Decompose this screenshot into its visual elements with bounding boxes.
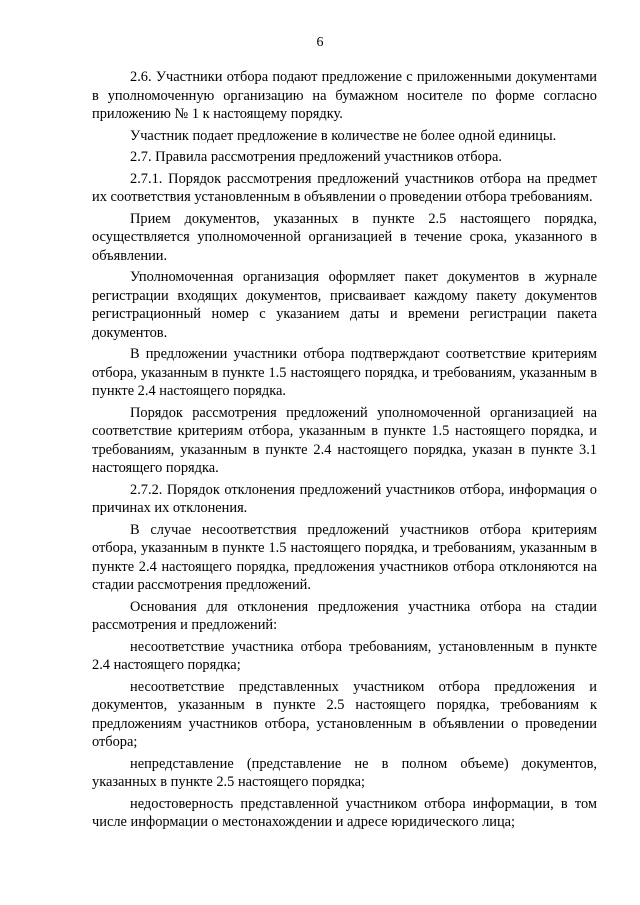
paragraph-registration: Уполномоченная организация оформляет пакет документов в журнале регистрации входящих документов, присваивает каждому пакету документов регистрационный номер с указанием даты и времени регистрации пакета документов. — [92, 269, 597, 341]
paragraph-rejection-case: В случае несоответствия предложений участников отбора критериям отбора, указанным в пункте 1.5 настоящего порядка, и требованиям, указанным в пункте 2.4 настоящего порядка, предложения участников отбора отклоняются на стадии рассмотрения предложений. — [92, 521, 597, 593]
paragraph-2-7-2: 2.7.2. Порядок отклонения предложений участников отбора, информация о причинах их отклонения. — [92, 481, 597, 516]
list-item-ground-4: недостоверность представленной участником отбора информации, в том числе информации о местонахождении и адресе юридического лица; — [92, 795, 597, 830]
paragraph-single-offer: Участник подает предложение в количестве не более одной единицы. — [130, 127, 557, 144]
list-item-ground-3: непредставление (представление не в полном объеме) документов, указанных в пункте 2.5 настоящего порядка; — [92, 755, 597, 790]
paragraph-rejection-grounds: Основания для отклонения предложения участника отбора на стадии рассмотрения и предложений: — [92, 598, 597, 633]
document-body — [92, 68, 597, 835]
paragraph-2-6: 2.6. Участники отбора подают предложение с приложенными документами в уполномоченную организацию на бумажном носителе по форме согласно приложению № 1 к настоящему порядку. — [92, 69, 597, 122]
paragraph-document-intake: Прием документов, указанных в пункте 2.5 настоящего порядка, осуществляется уполномоченной организацией в течение срока, указанного в объявлении. — [92, 210, 597, 264]
list-item-ground-1: несоответствие участника отбора требованиям, установленным в пункте 2.4 настоящего порядка; — [92, 638, 597, 673]
paragraph-2-7-1: 2.7.1. Порядок рассмотрения предложений участников отбора на предмет их соответствия установленным в объявлении о проведении отбора требованиям. — [92, 170, 597, 205]
paragraph-2-7: 2.7. Правила рассмотрения предложений участников отбора. — [130, 149, 502, 165]
paragraph-confirmation: В предложении участники отбора подтверждают соответствие критериям отбора, указанным в пункте 1.5 настоящего порядка, и требованиям, указанным в пункте 2.4 настоящего порядка. — [92, 346, 597, 399]
list-item-ground-2: несоответствие представленных участником отбора предложения и документов, указанным в пункте 2.5 настоящего порядка, требованиям к предложениям участников отбора, установленным в объявлении о проведении отбора; — [92, 678, 597, 750]
page-number: 6 — [316, 35, 324, 50]
paragraph-review-procedure: Порядок рассмотрения предложений уполномоченной организацией на соответствие критериям отбора, указанным в пункте 1.5 настоящего порядка, и требованиям, указанным в пункте 2.4 настоящего порядка, указан в пункте 3.1 настоящего порядка. — [92, 404, 597, 476]
